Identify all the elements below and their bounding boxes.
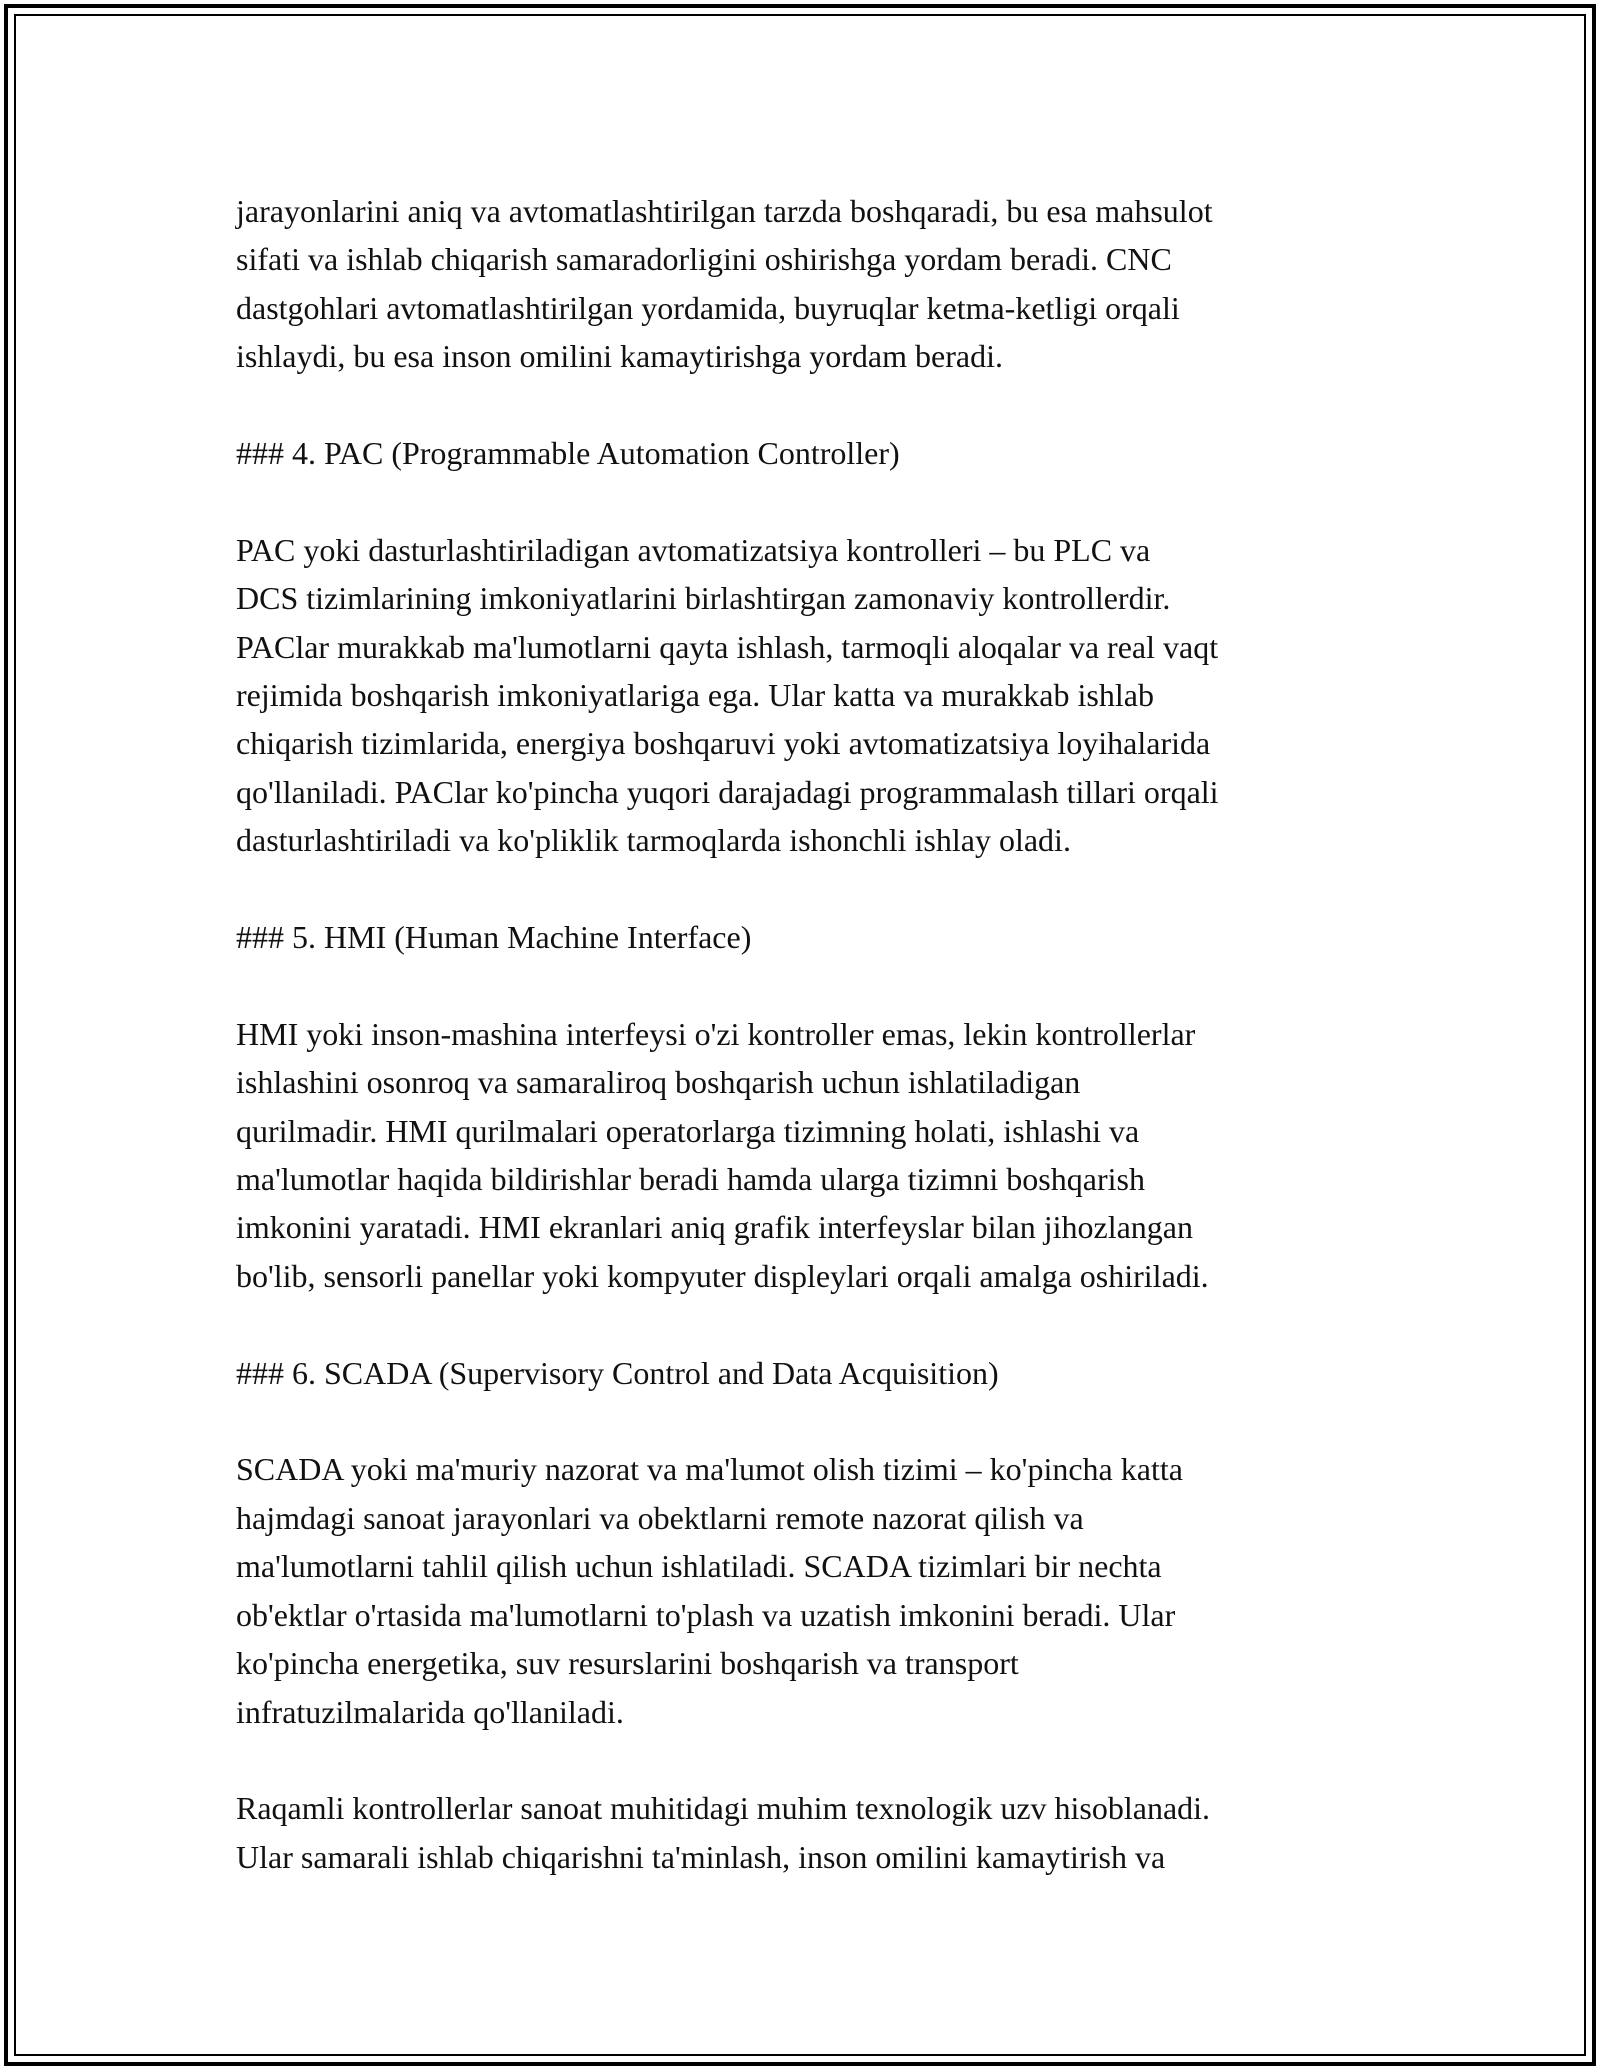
text-line: SCADA yoki ma'muriy nazorat va ma'lumot olish tizimi – ko'pincha katta: [236, 1451, 1183, 1488]
text-line: ko'pincha energetika, suv resurslarini boshqarish va transport: [236, 1645, 1019, 1682]
text-line: PAClar murakkab ma'lumotlarni qayta ishlash, tarmoqli aloqalar va real vaqt: [236, 628, 1219, 665]
paragraph-gap: [236, 381, 1376, 429]
text-line: DCS tizimlarining imkoniyatlarini birlashtirgan zamonaviy kontrollerdir.: [236, 580, 1171, 617]
document-body: [236, 187, 1376, 1881]
text-line: ma'lumotlar haqida bildirishlar beradi hamda ularga tizimni boshqarish: [236, 1161, 1145, 1198]
heading-line: ### 6. SCADA (Supervisory Control and Data Acquisition): [236, 1354, 999, 1391]
text-line: ishlashini osonroq va samaraliroq boshqarish uchun ishlatiladigan: [236, 1064, 1081, 1101]
paragraph-gap: [236, 1397, 1376, 1445]
text-line: imkonini yaratadi. HMI ekranlari aniq grafik interfeyslar bilan jihozlangan: [236, 1209, 1193, 1246]
paragraph-gap: [236, 1300, 1376, 1348]
section-heading-hmi: [236, 913, 1376, 961]
text-line: dastgohlari avtomatlashtirilgan yordamida, buyruqlar ketma-ketligi orqali: [236, 289, 1180, 326]
text-line: qo'llaniladi. PAClar ko'pincha yuqori darajadagi programmalash tillari orqali: [236, 773, 1219, 810]
text-line: ma'lumotlarni tahlil qilish uchun ishlatiladi. SCADA tizimlari bir nechta: [236, 1548, 1162, 1585]
heading-line: ### 4. PAC (Programmable Automation Controller): [236, 435, 900, 472]
text-line: jarayonlarini aniq va avtomatlashtirilgan tarzda boshqaradi, bu esa mahsulot: [236, 193, 1213, 229]
text-line: chiqarish tizimlarida, energiya boshqaruvi yoki avtomatizatsiya loyihalarida: [236, 725, 1211, 762]
text-line: PAC yoki dasturlashtiriladigan avtomatizatsiya kontrolleri – bu PLC va: [236, 531, 1151, 568]
text-line: infratuzilmalarida qo'llaniladi.: [236, 1693, 624, 1730]
paragraph-cnc-continuation: [236, 187, 1376, 381]
text-line: HMI yoki inson-mashina interfeysi o'zi kontroller emas, lekin kontrollerlar: [236, 1015, 1196, 1052]
section-heading-scada: [236, 1349, 1376, 1397]
paragraph-hmi: [236, 1010, 1376, 1300]
paragraph-scada: [236, 1445, 1376, 1735]
text-line: rejimida boshqarish imkoniyatlariga ega. Ular katta va murakkab ishlab: [236, 677, 1154, 714]
text-line: dasturlashtiriladi va ko'pliklik tarmoqlarda ishonchli ishlay oladi.: [236, 822, 1071, 859]
paragraph-pac: [236, 526, 1376, 865]
text-line: sifati va ishlab chiqarish samaradorligini oshirishga yordam beradi. CNC: [236, 241, 1172, 278]
section-heading-pac: [236, 429, 1376, 477]
text-line: ishlaydi, bu esa inson omilini kamaytirishga yordam beradi.: [236, 338, 1003, 375]
text-line: ob'ektlar o'rtasida ma'lumotlarni to'plash va uzatish imkonini beradi. Ular: [236, 1596, 1176, 1633]
paragraph-gap: [236, 1736, 1376, 1784]
text-line: qurilmadir. HMI qurilmalari operatorlarga tizimning holati, ishlashi va: [236, 1112, 1140, 1149]
paragraph-gap: [236, 477, 1376, 525]
heading-line: ### 5. HMI (Human Machine Interface): [236, 919, 752, 956]
text-line: hajmdagi sanoat jarayonlari va obektlarni remote nazorat qilish va: [236, 1499, 1084, 1536]
paragraph-gap: [236, 865, 1376, 913]
paragraph-gap: [236, 961, 1376, 1009]
text-line: bo'lib, sensorli panellar yoki kompyuter displeylari orqali amalga oshiriladi.: [236, 1257, 1209, 1294]
paragraph-conclusion: [236, 1784, 1376, 1881]
text-line: Ular samarali ishlab chiqarishni ta'minlash, inson omilini kamaytirish va: [236, 1838, 1166, 1875]
text-line: Raqamli kontrollerlar sanoat muhitidagi muhim texnologik uzv hisoblanadi.: [236, 1790, 1211, 1827]
